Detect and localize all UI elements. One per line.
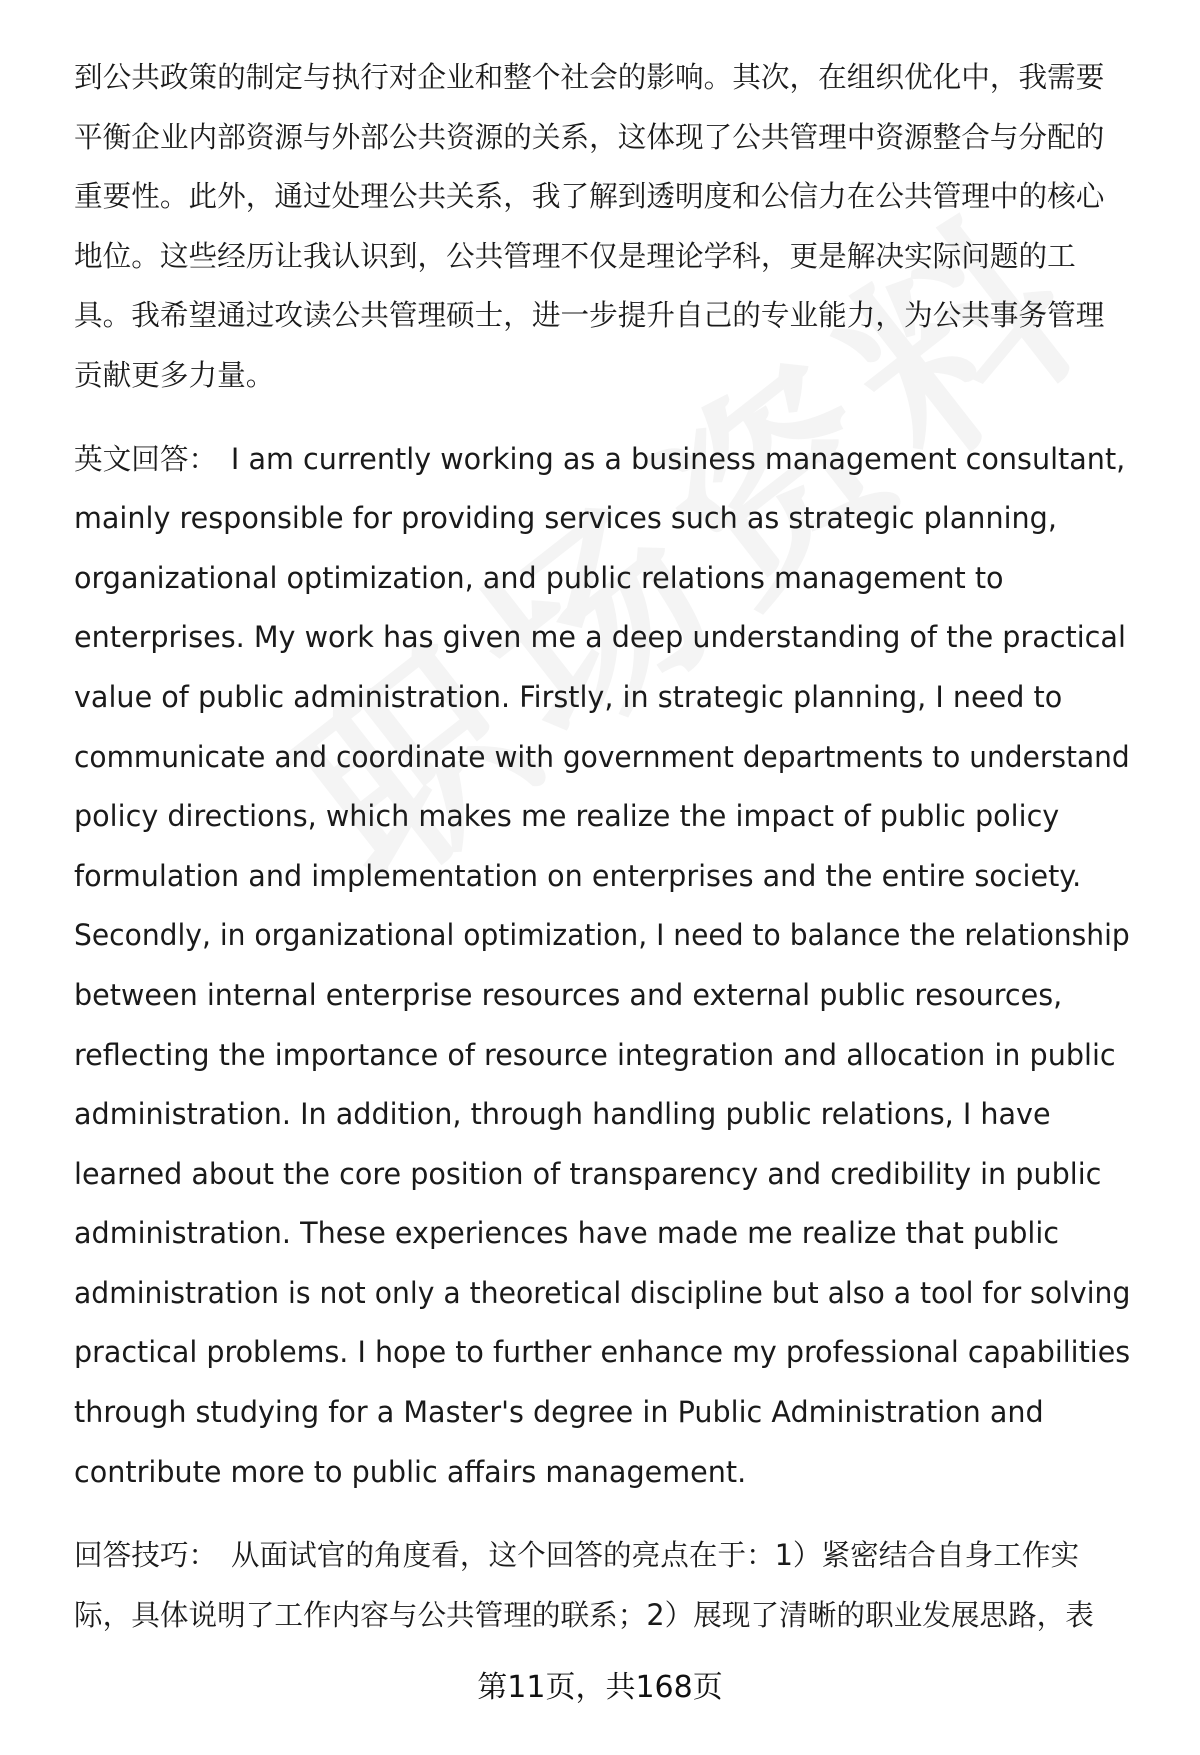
- text-line: 贡献更多力量。: [74, 357, 275, 392]
- page-number-footer: 第11页，共168页: [477, 1670, 723, 1705]
- text-line: value of public administration. Firstly, in strategic planning, I need to: [74, 679, 1063, 714]
- text-line: through studying for a Master's degree in Public Administration and: [74, 1395, 1044, 1430]
- text-line: learned about the core position of transparency and credibility in public: [74, 1156, 1102, 1191]
- section-label: 英文回答：: [74, 441, 218, 476]
- text-line: reflecting the importance of resource integration and allocation in public: [74, 1037, 1116, 1072]
- paragraph-answer-tips: [74, 1526, 1144, 1645]
- text-line: [74, 430, 1130, 490]
- text-line: organizational optimization, and public relations management to: [74, 560, 1004, 595]
- text-line: mainly responsible for providing services such as strategic planning,: [74, 501, 1057, 536]
- text-line-content: I am currently working as a business management consultant,: [230, 441, 1126, 476]
- text-line: 具。我希望通过攻读公共管理硕士，进一步提升自己的专业能力，为公共事务管理: [74, 298, 1105, 333]
- text-line: 到公共政策的制定与执行对企业和整个社会的影响。其次，在组织优化中，我需要: [74, 60, 1105, 94]
- text-line: policy directions, which makes me realize the impact of public policy: [74, 799, 1060, 834]
- text-line: 地位。这些经历让我认识到，公共管理不仅是理论学科，更是解决实际问题的工: [74, 238, 1076, 273]
- text-line: practical problems. I hope to further enhance my professional capabilities: [74, 1335, 1131, 1370]
- text-line: 重要性。此外，通过处理公共关系，我了解到透明度和公信力在公共管理中的核心: [74, 179, 1105, 214]
- text-line: administration. These experiences have made me realize that public: [74, 1216, 1060, 1251]
- text-line: administration is not only a theoretical discipline but also a tool for solving: [74, 1275, 1131, 1310]
- text-line: communicate and coordinate with government departments to understand: [74, 739, 1130, 774]
- text-line: 平衡企业内部资源与外部公共资源的关系，这体现了公共管理中资源整合与分配的: [74, 119, 1105, 154]
- document-body: [74, 48, 1144, 1645]
- text-line: [74, 1526, 1130, 1586]
- section-label: 回答技巧：: [74, 1538, 218, 1573]
- paragraph-english-answer: [74, 430, 1144, 1503]
- text-line: enterprises. My work has given me a deep understanding of the practical: [74, 620, 1126, 655]
- paragraph-chinese-answer: [74, 48, 1144, 406]
- text-line: 际，具体说明了工作内容与公共管理的联系；2）展现了清晰的职业发展思路，表: [74, 1597, 1094, 1632]
- text-line: between internal enterprise resources and external public resources,: [74, 977, 1063, 1012]
- text-line-content: 从面试官的角度看，这个回答的亮点在于：1）紧密结合自身工作实: [230, 1538, 1080, 1573]
- text-line: administration. In addition, through handling public relations, I have: [74, 1097, 1051, 1132]
- text-line: Secondly, in organizational optimization, I need to balance the relationship: [74, 918, 1130, 953]
- text-line: contribute more to public affairs management.: [74, 1454, 747, 1489]
- text-line: formulation and implementation on enterprises and the entire society.: [74, 858, 1082, 893]
